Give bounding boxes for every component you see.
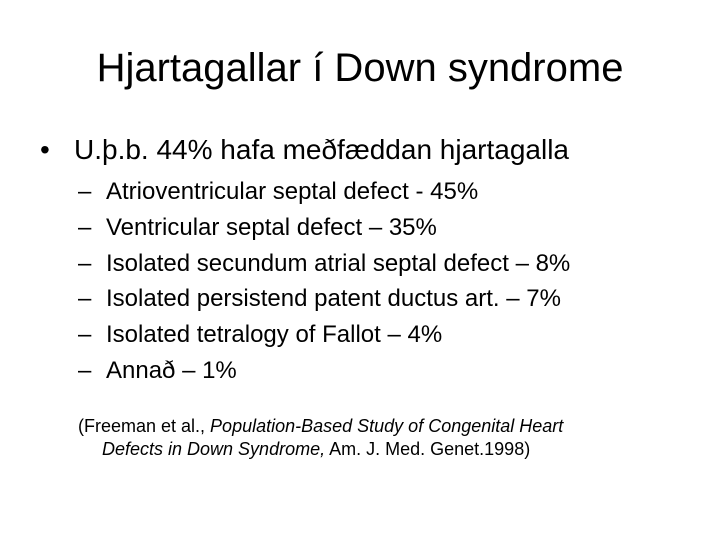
dash-marker: – <box>78 178 92 205</box>
citation-title-part2: Defects in Down Syndrome, <box>102 439 326 459</box>
main-bullet <box>40 132 569 168</box>
list-item-text: Atrioventricular septal defect - 45% <box>106 178 479 205</box>
citation-line2 <box>78 438 678 461</box>
sub-bullet-list <box>78 174 570 389</box>
list-item-text: Isolated tetralogy of Fallot – 4% <box>106 321 443 349</box>
citation-title-part1: Population-Based Study of Congenital Heart <box>210 416 564 436</box>
list-item-text: Annað – 1% <box>106 356 237 384</box>
list-item-text: Isolated secundum atrial septal defect – 8% <box>106 249 571 277</box>
list-item-text: Isolated persistend patent ductus art. – 7% <box>106 285 561 313</box>
dash-marker: – <box>78 285 92 313</box>
citation-open: (Freeman et al., <box>78 416 211 436</box>
list-item <box>78 353 570 389</box>
list-item <box>78 210 570 246</box>
dash-marker: – <box>78 321 92 349</box>
main-bullet-text: U.þ.b. 44% hafa meðfæddan hjartagalla <box>74 134 569 165</box>
dash-marker: – <box>78 356 92 384</box>
list-item <box>78 281 570 317</box>
dash-marker: – <box>78 213 92 241</box>
list-item <box>78 174 570 210</box>
bullet-marker: • <box>40 134 50 165</box>
list-item <box>78 317 570 353</box>
citation <box>78 415 678 461</box>
dash-marker: – <box>78 249 92 277</box>
citation-journal: Am. J. Med. Genet.1998) <box>325 439 531 459</box>
list-item <box>78 246 570 282</box>
list-item-text: Ventricular septal defect – 35% <box>106 213 437 241</box>
slide-title: Hjartagallar í Down syndrome <box>96 46 624 90</box>
